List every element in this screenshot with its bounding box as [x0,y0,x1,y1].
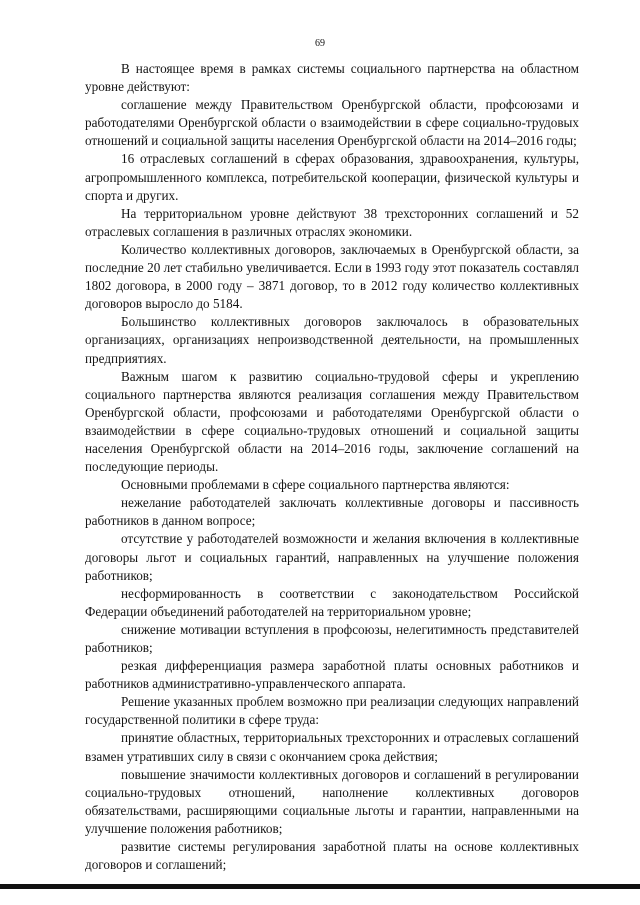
page-number: 69 [315,38,325,49]
paragraph-problem-4: снижение мотивации вступления в профсоюзы, нелегитимность представителей работников; [85,621,579,655]
paragraph-solution-1: принятие областных, территориальных трехсторонних и отраслевых соглашений взамен утративших силу в связи с окончанием срока действия; [85,730,579,764]
paragraph-solution-3: развитие системы регулирования заработной платы на основе коллективных договоров и соглашений; [85,839,579,873]
paragraph-territorial-level: На территориальном уровне действуют 38 трехсторонних соглашений и 52 отраслевых соглашения в различных отраслях экономики. [85,205,579,239]
paragraph-important-step: Важным шагом к развитию социально-трудовой сферы и укреплению социального партнерства являются реализация соглашения между Правительством Оренбургской области, профсоюзами и работодателями Оренбургской области о взаимодействии в сфере социально-трудовых отношений и социальной защиты населения Оренбургской области на 2014–2016 годы, заключение соглашений на последующие периоды. [85,368,579,475]
paragraph-sector-agreements: 16 отраслевых соглашений в сферах образования, здравоохранения, культуры, агропромышленного комплекса, потребительской кооперации, физической культуры и спорта и других. [85,151,579,203]
paragraph-agreement: соглашение между Правительством Оренбургской области, профсоюзами и работодателями Оренбургской области о взаимодействии в сфере социально-трудовых отношений и социальной защиты населения Оренбургской области на 2014–2016 годы; [85,97,579,149]
paragraph-solution-2: повышение значимости коллективных договоров и соглашений в регулировании социально-трудовых отношений, наполнение коллективных договоров обязательствами, расширяющими социальные льготы и гарантии, направленными на улучшение положения работников; [85,766,579,836]
paragraph-problem-5: резкая дифференциация размера заработной платы основных работников и работников административно-управленческого аппарата. [85,658,579,692]
paragraph-collective-contracts-count: Количество коллективных договоров, заключаемых в Оренбургской области, за последние 20 лет стабильно увеличивается. Если в 1993 году этот показатель составлял 1802 договора, в 2000 году – 3871 договор, то в 2012 году количество коллективных договоров выросло до 5184. [85,241,579,312]
bottom-rule [0,884,640,889]
paragraph-intro: В настоящее время в рамках системы социального партнерства на областном уровне действуют: [85,61,579,95]
body-text [85,60,579,874]
paragraph-problem-1: нежелание работодателей заключать коллективные договоры и пассивность работников в данном вопросе; [85,495,579,529]
paragraph-problem-2: отсутствие у работодателей возможности и желания включения в коллективные договоры льгот и социальных гарантий, направленных на улучшение положения работников; [85,531,579,583]
paragraph-solutions-intro: Решение указанных проблем возможно при реализации следующих направлений государственной политики в сфере труда: [85,694,579,728]
paragraph-organizations: Большинство коллективных договоров заключалось в образовательных организациях, организациях непроизводственной деятельности, на промышленных предприятиях. [85,314,579,366]
paragraph-problems-intro: Основными проблемами в сфере социального партнерства являются: [121,477,510,493]
paragraph-problem-3: несформированность в соответствии с законодательством Российской Федерации объединений работодателей на территориальном уровне; [85,585,579,619]
